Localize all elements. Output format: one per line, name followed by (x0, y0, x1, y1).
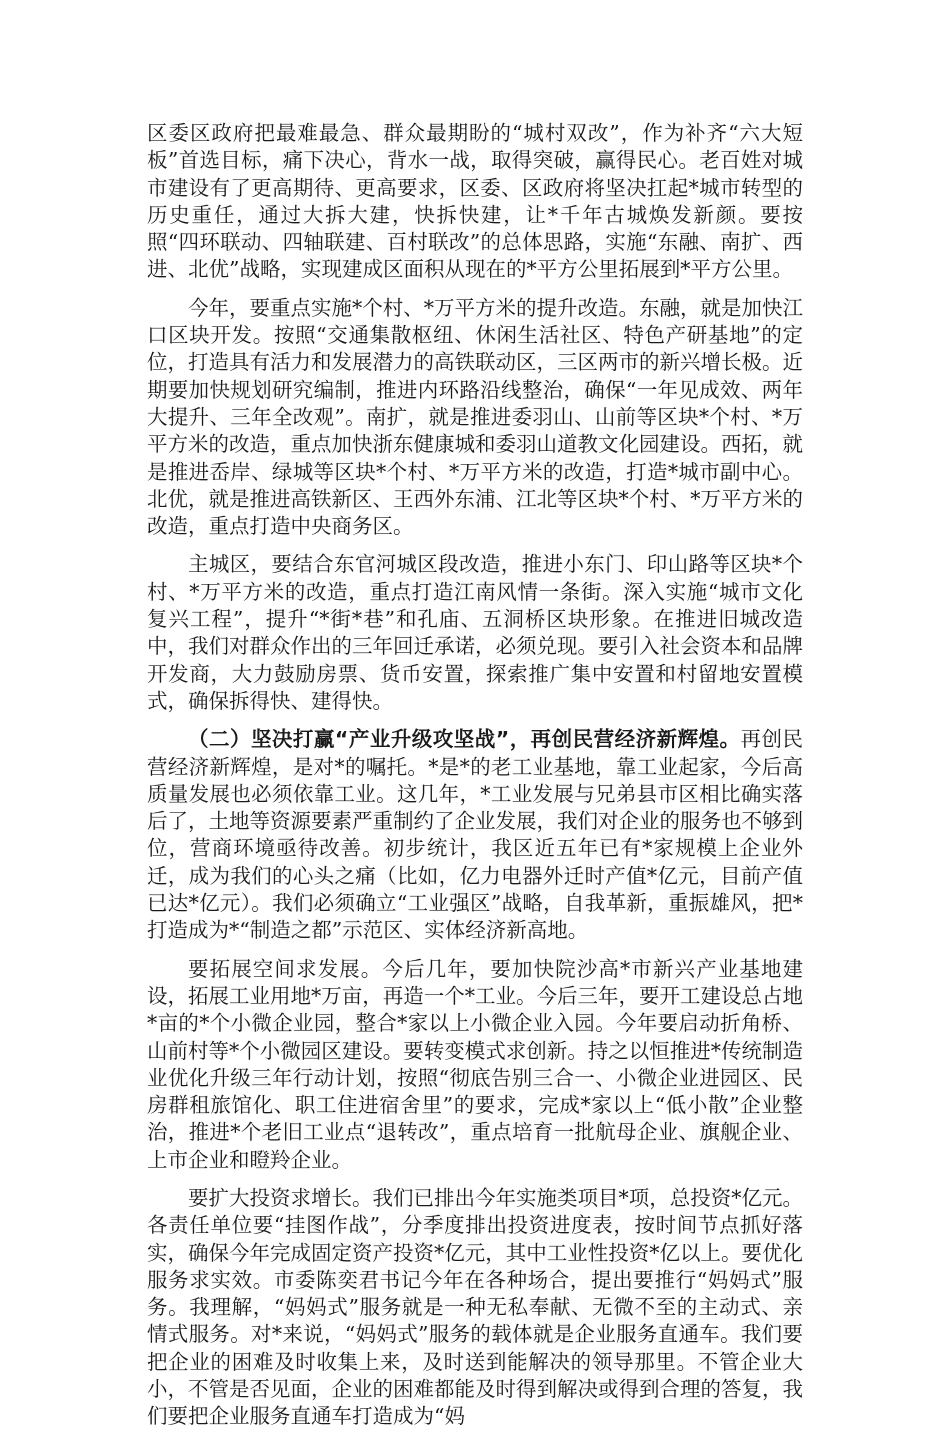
document-body (147, 120, 803, 1442)
section-heading: （二）坚决打赢“产业升级攻坚战”，再创民营经济新辉煌。 (188, 727, 741, 752)
paragraph-4 (147, 726, 803, 944)
paragraph-3: 主城区，要结合东官河城区段改造，推进小东门、印山路等区块*个村、*万平方米的改造，重点打造江南风情一条街。深入实施“城市文化复兴工程”，提升“*街*巷”和孔庙、五洞桥区块形象。在推进旧城改造中，我们对群众作出的三年回迁承诺，必须兑现。要引入社会资本和品牌开发商，大力鼓励房票、货币安置，探索推广集中安置和村留地安置模式，确保拆得快、建得快。 (147, 552, 803, 713)
paragraph-1: 区委区政府把最难最急、群众最期盼的“城村双改”，作为补齐“六大短板”首选目标，痛下决心，背水一战，取得突破，赢得民心。老百姓对城市建设有了更高期待、更高要求，区委、区政府将坚决扛起*城市转型的历史重任，通过大拆大建，快拆快建，让*千年古城焕发新颜。要按照“四环联动、四轴联建、百村联改”的总体思路，实施“东融、南扩、西进、北优”战略，实现建成区面积从现在的*平方公里拓展到*平方公里。 (147, 121, 803, 282)
paragraph-5: 要拓展空间求发展。今后几年，要加快院沙高*市新兴产业基地建设，拓展工业用地*万亩，再造一个*工业。今后三年，要开工建设总占地*亩的*个小微企业园，整合*家以上小微企业入园。今年要启动折角桥、山前村等*个小微园区建设。要转变模式求创新。持之以恒推进*传统制造业优化升级三年行动计划，按照“彻底告别三合一、小微企业进园区、民房群租旅馆化、职工住进宿舍里”的要求，完成*家以上“低小散”企业整治，推进*个老旧工业点“退转改”，重点培育一批航母企业、旗舰企业、上市企业和瞪羚企业。 (147, 956, 803, 1172)
paragraph-6: 要扩大投资求增长。我们已排出今年实施类项目*项，总投资*亿元。各责任单位要“挂图作战”，分季度排出投资进度表，按时间节点抓好落实，确保今年完成固定资产投资*亿元，其中工业性投资*亿以上。要优化服务求实效。市委陈奕君书记今年在各种场合，提出要推行“妈妈式”服务。我理解，“妈妈式”服务就是一种无私奉献、无微不至的主动式、亲情式服务。对*来说，“妈妈式”服务的载体就是企业服务直通车。我们要把企业的困难及时收集上来，及时送到能解决的领导那里。不管企业大小，不管是否见面，企业的困难都能及时得到解决或得到合理的答复，我们要把企业服务直通车打造成为“妈 (147, 1185, 803, 1429)
paragraph-2: 今年，要重点实施*个村、*万平方米的提升改造。东融，就是加快江口区块开发。按照“交通集散枢纽、休闲生活社区、特色产研基地”的定位，打造具有活力和发展潜力的高铁联动区，三区两市的新兴增长极。近期要加快规划研究编制，推进内环路沿线整治，确保“一年见成效、两年大提升、三年全改观”。南扩，就是推进委羽山、山前等区块*个村、*万平方米的改造，重点加快浙东健康城和委羽山道教文化园建设。西拓，就是推进岙岸、绿城等区块*个村、*万平方米的改造，打造*城市副中心。北优，就是推进高铁新区、王西外东浦、江北等区块*个村、*万平方米的改造，重点打造中央商务区。 (147, 295, 803, 539)
paragraph-4-body: 再创民营经济新辉煌，是对*的嘱托。*是*的老工业基地，靠工业起家，今后高质量发展也必须依靠工业。这几年，*工业发展与兄弟县市区相比确实落后了，土地等资源要素严重制约了企业发展，我们对企业的服务也不够到位，营商环境亟待改善。初步统计，我区近五年已有*家规模上企业外迁，成为我们的心头之痛（比如，亿力电器外迁时产值*亿元，目前产值已达*亿元）。我们必须确立“工业强区”战略，自我革新，重振雄风，把*打造成为*“制造之都”示范区、实体经济新高地。 (147, 727, 803, 943)
